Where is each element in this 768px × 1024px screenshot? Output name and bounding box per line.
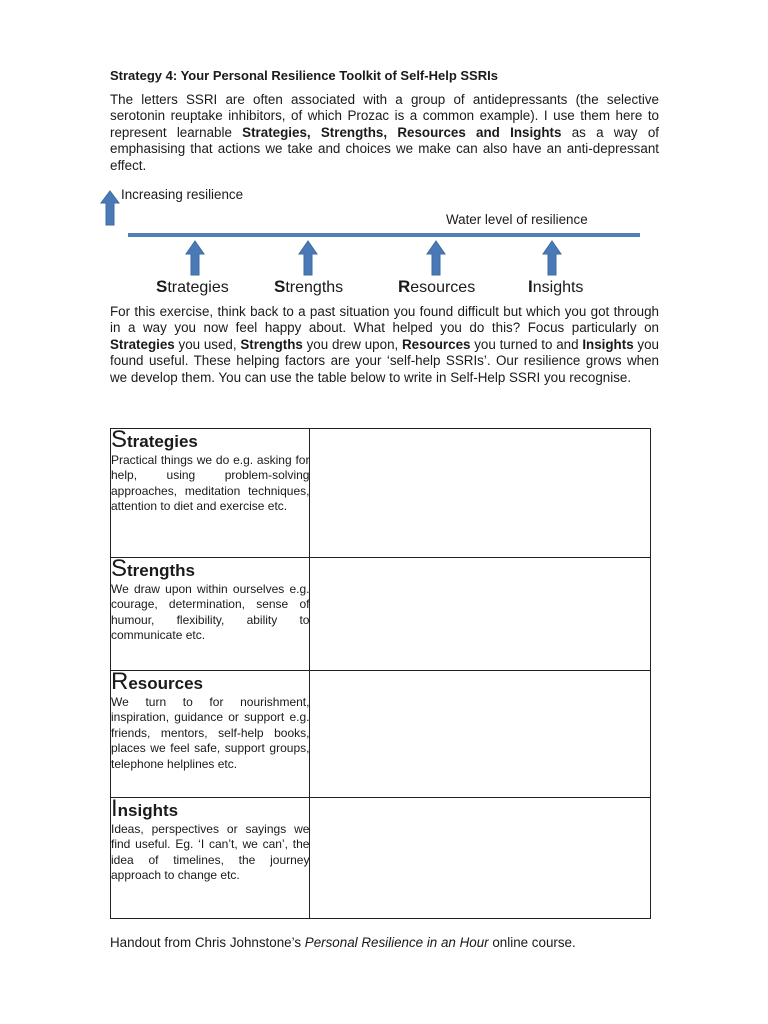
strategies-heading-rest: trategies (127, 432, 198, 451)
strategies-arrow-icon (184, 240, 206, 276)
resources-label (398, 277, 475, 297)
strengths-write-in-cell[interactable] (310, 558, 651, 671)
intro-text-2: as a way of emphasising that actions we take and choices we make can also have an anti-depressant effect. (110, 124, 660, 173)
insights-heading-rest: nsights (117, 801, 179, 820)
resources-heading-rest: esources (128, 674, 204, 693)
insights-write-in-cell[interactable] (310, 798, 651, 919)
resources-label-initial: R (398, 277, 411, 296)
table-row (111, 798, 651, 919)
exercise-text: For this exercise, think back to a past situation you found difficult but which you got through in a way you now feel happy about. What helped you do this? Focus particularly on (110, 304, 659, 336)
strengths-arrow-icon (297, 240, 319, 276)
intro-bold: Strategies, Strengths, Resources and Insights (242, 124, 562, 140)
strategies-description: Practical things we do e.g. asking for help, using problem-solving approaches, meditation techniques, attention to diet and exercise etc. (111, 453, 310, 514)
exercise-paragraph (110, 304, 659, 386)
strategies-label-rest: trategies (167, 279, 229, 296)
exercise-bold-resources: Resources (402, 336, 471, 352)
insights-cell (111, 795, 310, 919)
water-level-label: Water level of resilience (446, 212, 588, 227)
resources-heading (111, 668, 309, 695)
footer-prefix: Handout from Chris Johnstone’s (110, 935, 305, 950)
increasing-resilience-label: Increasing resilience (121, 187, 244, 202)
strategies-label-initial: S (156, 277, 168, 296)
strengths-label (274, 277, 343, 297)
resources-description: We turn to for nourishment, inspiration, guidance or support e.g. friends, mentors, self-help books, places we feel safe, support groups, telephone helplines etc. (111, 695, 310, 771)
resources-heading-initial: R (111, 668, 129, 695)
strengths-heading-rest: trengths (127, 561, 196, 580)
insights-heading-initial: I (111, 795, 118, 822)
water-level-bar (128, 233, 640, 237)
footer-course-title: Personal Resilience in an Hour (304, 935, 489, 950)
insights-label-initial: I (528, 277, 533, 296)
resources-write-in-cell[interactable] (310, 671, 651, 798)
strengths-heading (111, 555, 309, 582)
exercise-text: you turned to and (470, 336, 583, 352)
table-row (111, 671, 651, 798)
increasing-resilience-arrow-icon (99, 190, 121, 226)
footer-credit (110, 935, 670, 951)
exercise-text: you found useful. These helping factors are your ‘self-help SSRIs’. Our resilience grows when we develop them. You can use the table below to write in Self-Help SSRI you recognise. (110, 336, 659, 385)
page-title: Strategy 4: Your Personal Resilience Toolkit of Self-Help SSRIs (110, 68, 498, 83)
insights-description: Ideas, perspectives or sayings we find useful. Eg. ‘I can’t, we can’, the idea of timelines, the journey approach to change etc. (111, 822, 310, 883)
strengths-heading-initial: S (111, 555, 128, 582)
exercise-bold-insights: Insights (582, 336, 634, 352)
insights-label (528, 277, 583, 297)
exercise-text: you used, (174, 336, 241, 352)
strengths-cell (111, 555, 310, 671)
strategies-label (156, 277, 229, 297)
insights-heading (111, 795, 309, 822)
resources-label-rest: esources (410, 279, 476, 296)
footer-suffix: online course. (488, 935, 576, 950)
exercise-text: you drew upon, (302, 336, 402, 352)
strategies-heading (111, 426, 309, 453)
intro-text-1: The letters SSRI are often associated with a group of antidepressants (the selective serotonin reuptake inhibitors, of which Prozac is a common example). I use them here to represent learnable (110, 92, 659, 140)
strengths-label-rest: trengths (285, 279, 344, 296)
table-row (111, 558, 651, 671)
insights-label-rest: nsights (532, 279, 584, 296)
strengths-label-initial: S (274, 277, 286, 296)
strengths-description: We draw upon within ourselves e.g. courage, determination, sense of humour, flexibility, ability to communicate etc. (111, 582, 310, 643)
strategies-cell (111, 426, 310, 558)
resources-cell (111, 668, 310, 798)
resilience-diagram (0, 185, 768, 305)
exercise-bold-strategies: Strategies (110, 336, 175, 352)
ssri-table (110, 428, 651, 919)
intro-paragraph (110, 92, 659, 174)
resources-arrow-icon (425, 240, 447, 276)
strategies-heading-initial: S (111, 426, 128, 453)
strategies-write-in-cell[interactable] (310, 429, 651, 558)
table-row (111, 429, 651, 558)
insights-arrow-icon (541, 240, 563, 276)
exercise-bold-strengths: Strengths (240, 336, 303, 352)
